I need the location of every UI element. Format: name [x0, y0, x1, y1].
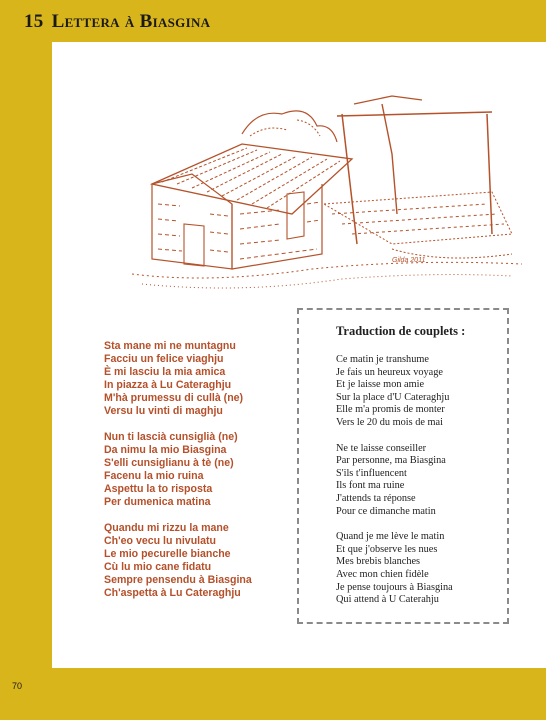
poem-line: È mi lasciu la mia amica [104, 366, 226, 378]
translation-line: Ce matin je transhume [336, 354, 429, 365]
translation-line: Et je laisse mon amie [336, 379, 425, 391]
translation-line: Ne te laisse conseiller [336, 442, 427, 454]
chapter-title [24, 11, 210, 33]
translation-line: Pour ce dimanche matin [336, 505, 436, 517]
poem-line: Cù lu mio cane fidatu [104, 561, 212, 573]
poem-stanza [104, 522, 324, 600]
poem-line: Ch'aspetta à Lu Cateraghju [104, 587, 241, 599]
poem-line: Ch'eo vecu lu nivulatu [104, 535, 217, 547]
poem-line: Quandu mi rizzu la mane [104, 522, 229, 534]
translation-stanza [336, 531, 507, 607]
translation-line: Je fais un heureux voyage [336, 366, 443, 378]
poem-corsican [104, 340, 324, 613]
poem-line: Le mio pecurelle bianche [104, 548, 231, 560]
translation-line: J'attends ta réponse [336, 492, 416, 504]
poem-line: M'hà prumessu di cullà (ne) [104, 392, 244, 404]
poem-line: Versu lu vinti di maghju [104, 405, 223, 417]
poem-stanza [104, 431, 324, 509]
poem-line: Per dumenica matina [104, 496, 211, 508]
translation-line: Ils font ma ruine [336, 480, 405, 492]
content-page [52, 42, 546, 668]
poem-line: Facenu la mio ruina [104, 470, 204, 482]
sketch-signature: Gilda 2011 [392, 257, 426, 264]
poem-line: In piazza à Lu Cateraghju [104, 379, 232, 391]
chapter-number: 15 [24, 11, 44, 32]
translation-line: S'ils t'influencent [336, 467, 407, 479]
poem-line: Facciu un felice viaghju [104, 353, 224, 365]
translation-line: Par personne, ma Biasgina [336, 455, 446, 467]
poem-line: Sempre pensendu à Biasgina [104, 574, 252, 586]
poem-line: Da nimu la mio Biasgina [104, 444, 227, 456]
translation-line: Avec mon chien fidèle [336, 568, 429, 580]
poem-stanza [104, 340, 324, 418]
translation-line: Mes brebis blanches [336, 556, 421, 568]
translation-line: Quand je me lève le matin [336, 531, 445, 543]
translation-stanza [336, 354, 507, 430]
page-number: 70 [12, 681, 23, 691]
poem-line: Sta mane mi ne muntagnu [104, 340, 236, 352]
translation-heading: Traduction de couplets : [336, 324, 466, 338]
stone-hut-sketch-icon [92, 64, 532, 314]
poem-line: Aspettu la to risposta [104, 483, 213, 495]
translation-line: Vers le 20 du mois de mai [336, 416, 443, 428]
translation-line: Qui attend à U Caterahju [336, 594, 439, 606]
translation-line: Sur la place d'U Cateraghju [336, 391, 450, 403]
chapter-header [0, 0, 546, 44]
poem-line: Nun ti lascià cunsiglià (ne) [104, 431, 238, 443]
translation-line: Et que j'observe les nues [336, 543, 438, 555]
poem-line: S'elli cunsiglianu à tè (ne) [104, 457, 234, 469]
translation-line: Je pense toujours à Biasgina [336, 581, 453, 593]
translation-box [297, 308, 509, 624]
translation-line: Elle m'a promis de monter [336, 404, 445, 416]
chapter-title-text: Lettera à Biasgina [51, 11, 211, 32]
translation-stanza [336, 443, 507, 519]
